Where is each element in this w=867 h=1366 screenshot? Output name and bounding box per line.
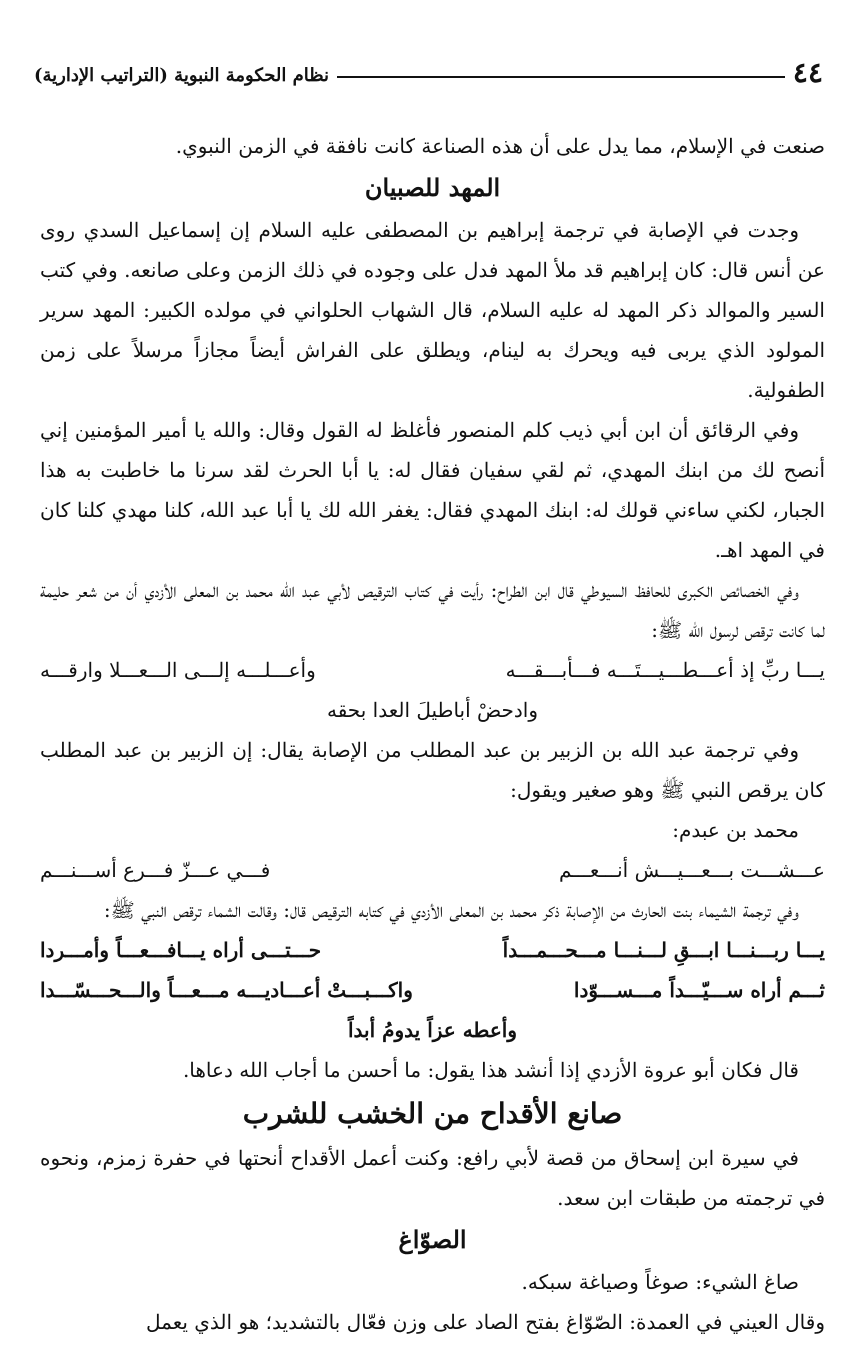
page-number: ٤٤ xyxy=(792,56,823,89)
paragraph: وفي ترجمة عبد الله بن الزبير بن عبد المطلب من الإصابة يقال: إن الزبير بن عبد المطلب كان يرقص النبي ﷺ وهو صغير ويقول: xyxy=(40,738,825,802)
section-heading: صانع الأقداح من الخشب للشرب xyxy=(242,1097,623,1130)
verse-hemistich-left: فـــي عـــزّ فـــرع أســـنـــم xyxy=(40,858,271,882)
paragraph: وفي الرقائق أن ابن أبي ذيب كلم المنصور فأغلظ له القول وقال: والله يا أمير المؤمنين إني أنصح لك من ابنك المهدي، ثم لقي سفيان فقال له: يا أبا الحرث لقد سرنا ما خاطبت به هذا الجبار، لكني ساءني قولك له: ابنك المهدي فقال: يغفر الله لك يا أبا عبد الله، كلنا مهدي كلنا كان في المهد اهـ. xyxy=(40,418,826,562)
running-title: نظام الحكومة النبوية (التراتيب الإدارية) xyxy=(34,65,330,86)
verse-line-center: وأعطه عزاً يدومُ أبداً xyxy=(348,1018,517,1042)
paragraph: وفي ترجمة الشيماء بنت الحارث من الإصابة ذكر محمد بن المعلى الأزدي في كتابه الترقيص قال: وقالت الشماء ترقص النبي ﷺ: xyxy=(103,898,799,922)
header-rule xyxy=(337,76,785,78)
paragraph: وجدت في الإصابة في ترجمة إبراهيم بن المصطفى عليه السلام إن إسماعيل السدي روى عن أنس قال: كان إبراهيم قد ملأ المهد فدل على وجوده في ذلك الزمن وعلى صانعه. وفي كتب السير والموالد ذكر المهد له عليه السلام، قال الشهاب الحلواني في مولده الكبير: المهد سرير المولود الذي يربى فيه ويحرك به لينام، ويطلق على الفراش أيضاً مجازاً مرسلاً على زمن الطفولية. xyxy=(40,218,825,402)
verse-hemistich-left: واكـــبـــتْ أعـــاديـــه مـــعـــاً والـــحـــسّـــدا xyxy=(40,978,413,1002)
paragraph: وقال العيني في العمدة: الصّوّاغ بفتح الصاد على وزن فعّال بالتشديد؛ هو الذي يعمل xyxy=(146,1310,825,1334)
paragraph: صنعت في الإسلام، مما يدل على أن هذه الصناعة كانت نافقة في الزمن النبوي. xyxy=(175,134,825,158)
page-body xyxy=(40,126,825,1342)
paragraph: صاغ الشيء: صوغاً وصياغة سبكه. xyxy=(521,1270,799,1294)
section-heading: الصوّاغ xyxy=(398,1225,467,1254)
verse-line xyxy=(40,850,825,890)
paragraph: في سيرة ابن إسحاق من قصة لأبي رافع: وكنت أعمل الأقداح أنحتها في حفرة زمزم، ونحوه في ترجمته من طبقات ابن سعد. xyxy=(40,1146,825,1210)
verse-hemistich-right: ثـــم أراه ســـيّـــداً مـــســـوّدا xyxy=(573,978,825,1002)
section-heading: المهد للصبيان xyxy=(364,173,501,202)
paragraph: محمد بن عبدم: xyxy=(672,818,799,842)
verse-hemistich-left: حـــتـــى أراه يـــافـــعـــاً وأمـــردا xyxy=(40,938,322,962)
verse-line xyxy=(40,650,825,690)
verse-hemistich-left: وأعـــلـــه إلـــى الـــعـــلا وارقـــه xyxy=(40,658,316,682)
page-header xyxy=(34,44,823,88)
verse-hemistich-right: يـــا ربـــنـــا ابـــقِ لـــنـــا مـــحـــمـــداً xyxy=(502,938,825,962)
verse-line xyxy=(40,970,825,1010)
verse-line-center: وادحضْ أباطيلَ العدا بحقه xyxy=(326,698,539,722)
verse-line xyxy=(40,930,825,970)
verse-hemistich-right: يـــا ربِّ إذ أعـــطـــيـــتَـــه فـــأبـــقـــه xyxy=(505,658,825,682)
paragraph: وفي الخصائص الكبرى للحافظ السيوطي قال ابن الطراح: رأيت في كتاب الترقيص لأبي عبد الله محمد بن المعلى الأزدي أن من شعر حليمة لما كانت ترقص لرسول الله ﷺ: xyxy=(40,578,825,642)
paragraph: قال فكان أبو عروة الأزدي إذا أنشد هذا يقول: ما أحسن ما أجاب الله دعاها. xyxy=(182,1058,799,1082)
verse-hemistich-right: عـــشـــت بـــعـــيـــش أنـــعـــم xyxy=(558,858,825,882)
